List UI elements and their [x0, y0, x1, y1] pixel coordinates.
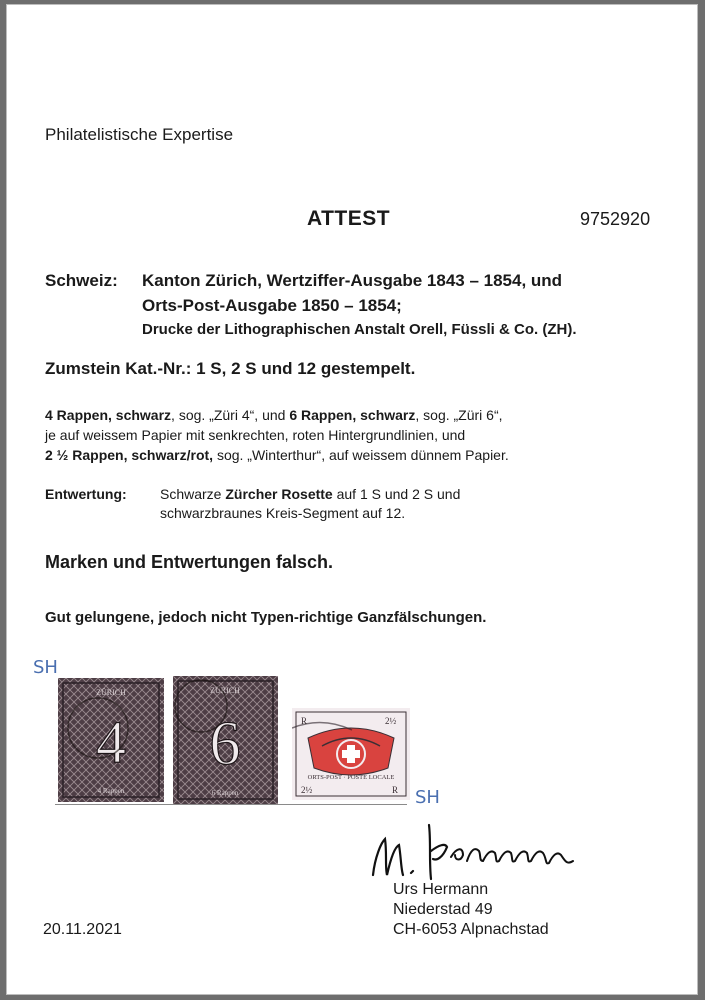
- expert-city: CH-6053 Alpnachstad: [393, 921, 549, 938]
- cancellation-label: Entwertung:: [45, 486, 127, 502]
- expert-name: Urs Hermann: [393, 881, 489, 898]
- stamp-2-bottom-text: 6 Rappen: [211, 789, 239, 797]
- text-run: schwarzbraunes Kreis-Segment auf 12.: [160, 505, 406, 521]
- description-line-3: [45, 447, 509, 463]
- description-line-1: [45, 407, 503, 423]
- cancellation-line-2: [160, 505, 405, 521]
- stamp-2-value: 6: [209, 710, 241, 778]
- text-run: auf 1 S und 2 S und: [332, 486, 461, 502]
- document-header: Philatelistische Expertise: [45, 125, 234, 144]
- certificate-heading: ATTEST: [307, 207, 391, 230]
- certificate-page: [6, 4, 698, 995]
- stamp-zueri-6: [173, 676, 278, 804]
- text-run: Schwarze: [160, 486, 226, 502]
- expert-monogram-mark: ЅΗ: [33, 657, 58, 678]
- text-run: je auf weissem Papier mit senkrechten, roten Hintergrundlinien, und: [45, 427, 466, 443]
- cancellation-line-1: [160, 486, 460, 502]
- description-line-2: [45, 427, 465, 443]
- stamp-3-band-text: ORTS-POST · POSTE LOCALE: [307, 774, 395, 781]
- issue-line-1: Kanton Zürich, Wertziffer-Ausgabe 1843 – 1854, und: [142, 271, 563, 290]
- stamp-3-corner-tl: R: [301, 716, 308, 726]
- catalog-number: Zumstein Kat.-Nr.: 1 S, 2 S und 12 gestempelt.: [45, 359, 416, 378]
- text-run: , sog. „Züri 6“,: [415, 407, 503, 423]
- stamp-3-corner-tr: 2½: [385, 716, 397, 726]
- stamp-3-corner-br: R: [392, 785, 399, 795]
- text-run: 6 Rappen, schwarz: [289, 407, 416, 423]
- stamp-baseline-rule: [55, 804, 407, 805]
- expert-monogram-mark-2: ЅΗ: [415, 787, 440, 808]
- text-run: , sog. „Züri 4“, und: [171, 407, 290, 423]
- certificate-number: 9752920: [580, 209, 651, 229]
- certificate-date: 20.11.2021: [43, 921, 122, 938]
- verdict: Marken und Entwertungen falsch.: [45, 552, 334, 572]
- issue-line-2: Orts-Post-Ausgabe 1850 – 1854;: [142, 296, 402, 315]
- expert-signature: [367, 817, 597, 887]
- text-run: 4 Rappen, schwarz: [45, 407, 172, 423]
- text-run: Zürcher Rosette: [225, 486, 333, 502]
- stamp-3-corner-bl: 2½: [301, 785, 313, 795]
- country-label: Schweiz:: [45, 271, 118, 290]
- text-run: sog. „Winterthur“, auf weissem dünnem Papier.: [213, 447, 509, 463]
- remark: Gut gelungene, jedoch nicht Typen-richtige Ganzfälschungen.: [45, 609, 487, 626]
- stamp-1-value: 4: [96, 709, 126, 775]
- expert-street: Niederstad 49: [393, 901, 493, 918]
- printer-line: Drucke der Lithographischen Anstalt Orell, Füssli & Co. (ZH).: [142, 321, 577, 338]
- text-run: 2 ½ Rappen, schwarz/rot,: [45, 447, 214, 463]
- stamp-winterthur: [292, 708, 410, 800]
- stamp-1-top-text: ZÜRICH: [96, 688, 126, 697]
- stamp-1-bottom-text: 4 Rappen: [97, 787, 125, 795]
- stamp-zueri-4: [58, 678, 164, 802]
- stamp-2-top-text: ZÜRICH: [210, 686, 240, 695]
